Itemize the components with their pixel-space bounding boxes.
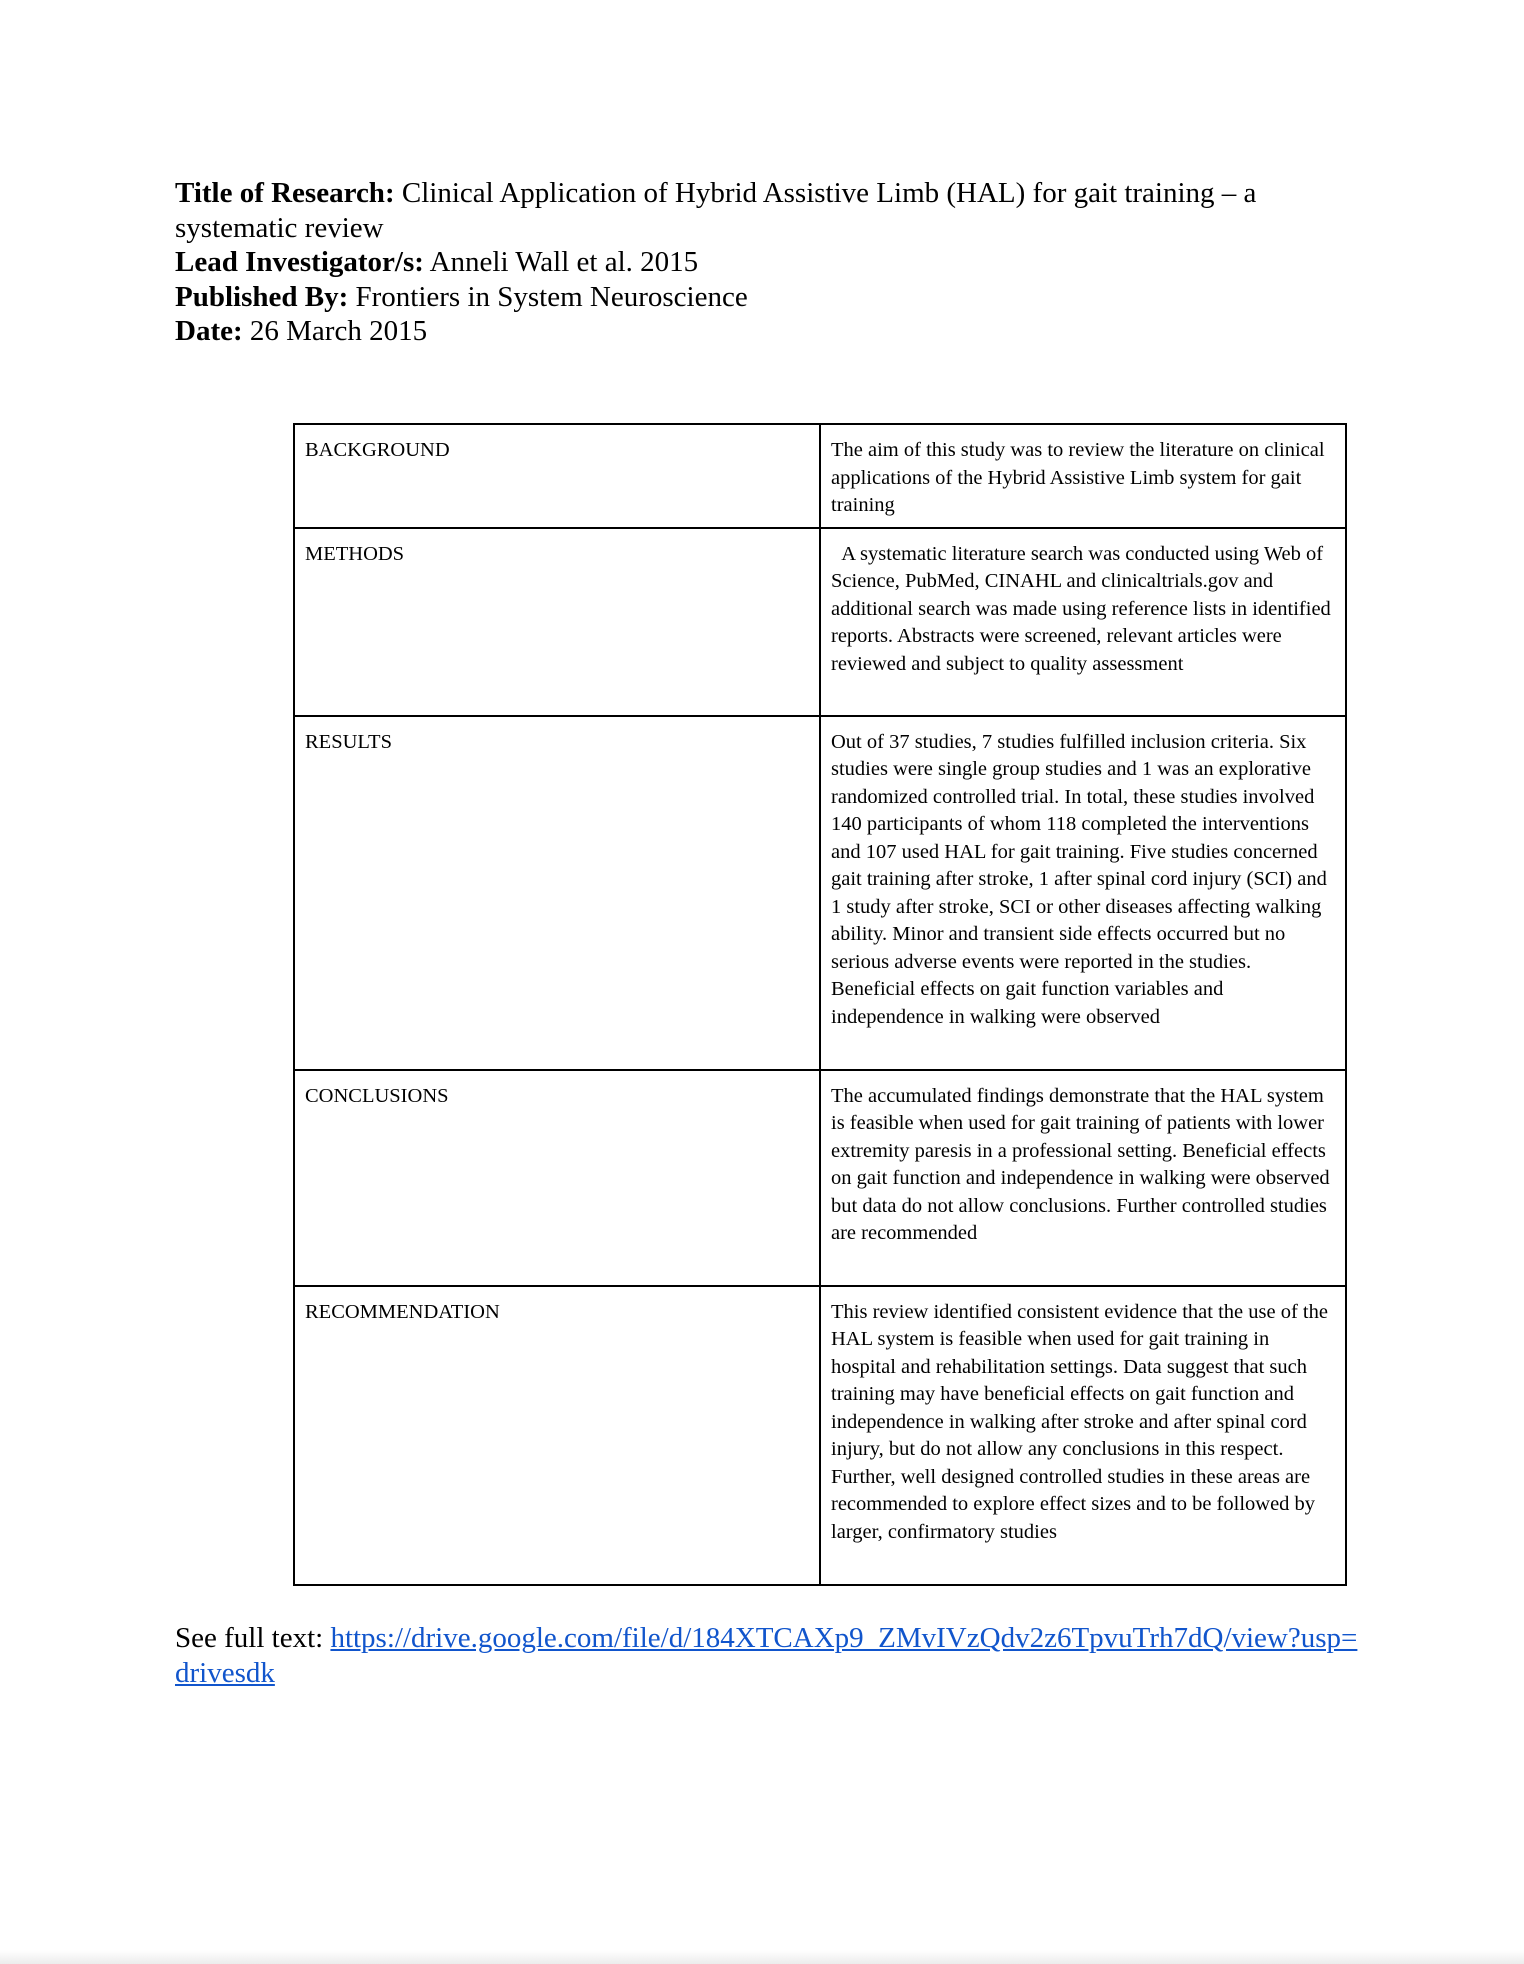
full-text-footer <box>175 1621 1365 1691</box>
table-row-results <box>294 716 1346 1070</box>
title-line <box>175 176 1365 245</box>
table-row-recommendation <box>294 1286 1346 1585</box>
results-label: RESULTS <box>294 716 820 1070</box>
investigator-value: Anneli Wall et al. 2015 <box>429 246 699 278</box>
recommendation-label: RECOMMENDATION <box>294 1286 820 1585</box>
recommendation-text: This review identified consistent evidence that the use of the HAL system is feasible when used for gait training in hospital and rehabilitation settings. Data suggest that such training may have beneficial effects on gait function and independence in walking after stroke and after spinal cord injury, but do not allow any conclusions in this respect. Further, well designed controlled studies in these areas are recommended to explore effect sizes and to be followed by larger, confirmatory studies <box>820 1286 1346 1585</box>
title-label: Title of Research: <box>175 177 395 209</box>
document-header <box>175 176 1365 349</box>
conclusions-label: CONCLUSIONS <box>294 1070 820 1286</box>
methods-text: A systematic literature search was conducted using Web of Science, PubMed, CINAHL and clinicaltrials.gov and additional search was made using reference lists in identified reports. Abstracts were screened, relevant articles were reviewed and subject to quality assessment <box>820 528 1346 716</box>
investigator-line <box>175 245 1365 280</box>
page-bottom-edge <box>0 1950 1524 1964</box>
background-text: The aim of this study was to review the literature on clinical applications of the Hybrid Assistive Limb system for gait training <box>820 424 1346 528</box>
results-text: Out of 37 studies, 7 studies fulfilled inclusion criteria. Six studies were single group studies and 1 was an explorative randomized controlled trial. In total, these studies involved 140 participants of whom 118 completed the interventions and 107 used HAL for gait training. Five studies concerned gait training after stroke, 1 after spinal cord injury (SCI) and 1 study after stroke, SCI or other diseases affecting walking ability. Minor and transient side effects occurred but no serious adverse events were reported in the studies. Beneficial effects on gait function variables and independence in walking were observed <box>820 716 1346 1070</box>
table-row-methods <box>294 528 1346 716</box>
date-value: 26 March 2015 <box>249 315 428 347</box>
published-label: Published By: <box>175 280 349 313</box>
full-text-prefix: See full text: <box>175 1622 331 1654</box>
full-text-link[interactable]: https://drive.google.com/file/d/184XTCAXp9_ZMvIVzQdv2z6TpvuTrh7dQ/view?usp=drivesdk <box>175 1622 1358 1689</box>
published-line <box>175 280 1365 315</box>
summary-table <box>293 423 1347 1586</box>
table-row-conclusions <box>294 1070 1346 1286</box>
date-label: Date: <box>175 315 243 347</box>
methods-label: METHODS <box>294 528 820 716</box>
conclusions-text: The accumulated findings demonstrate that the HAL system is feasible when used for gait training of patients with lower extremity paresis in a professional setting. Beneficial effects on gait function and independence in walking were observed but data do not allow conclusions. Further controlled studies are recommended <box>820 1070 1346 1286</box>
background-label: BACKGROUND <box>294 424 820 528</box>
published-value: Frontiers in System Neuroscience <box>355 280 748 313</box>
table-row-background <box>294 424 1346 528</box>
date-line <box>175 314 1365 349</box>
investigator-label: Lead Investigator/s: <box>175 246 424 278</box>
title-value: Clinical Application of Hybrid Assistive Limb (HAL) for gait training – a systematic review <box>175 177 1257 244</box>
